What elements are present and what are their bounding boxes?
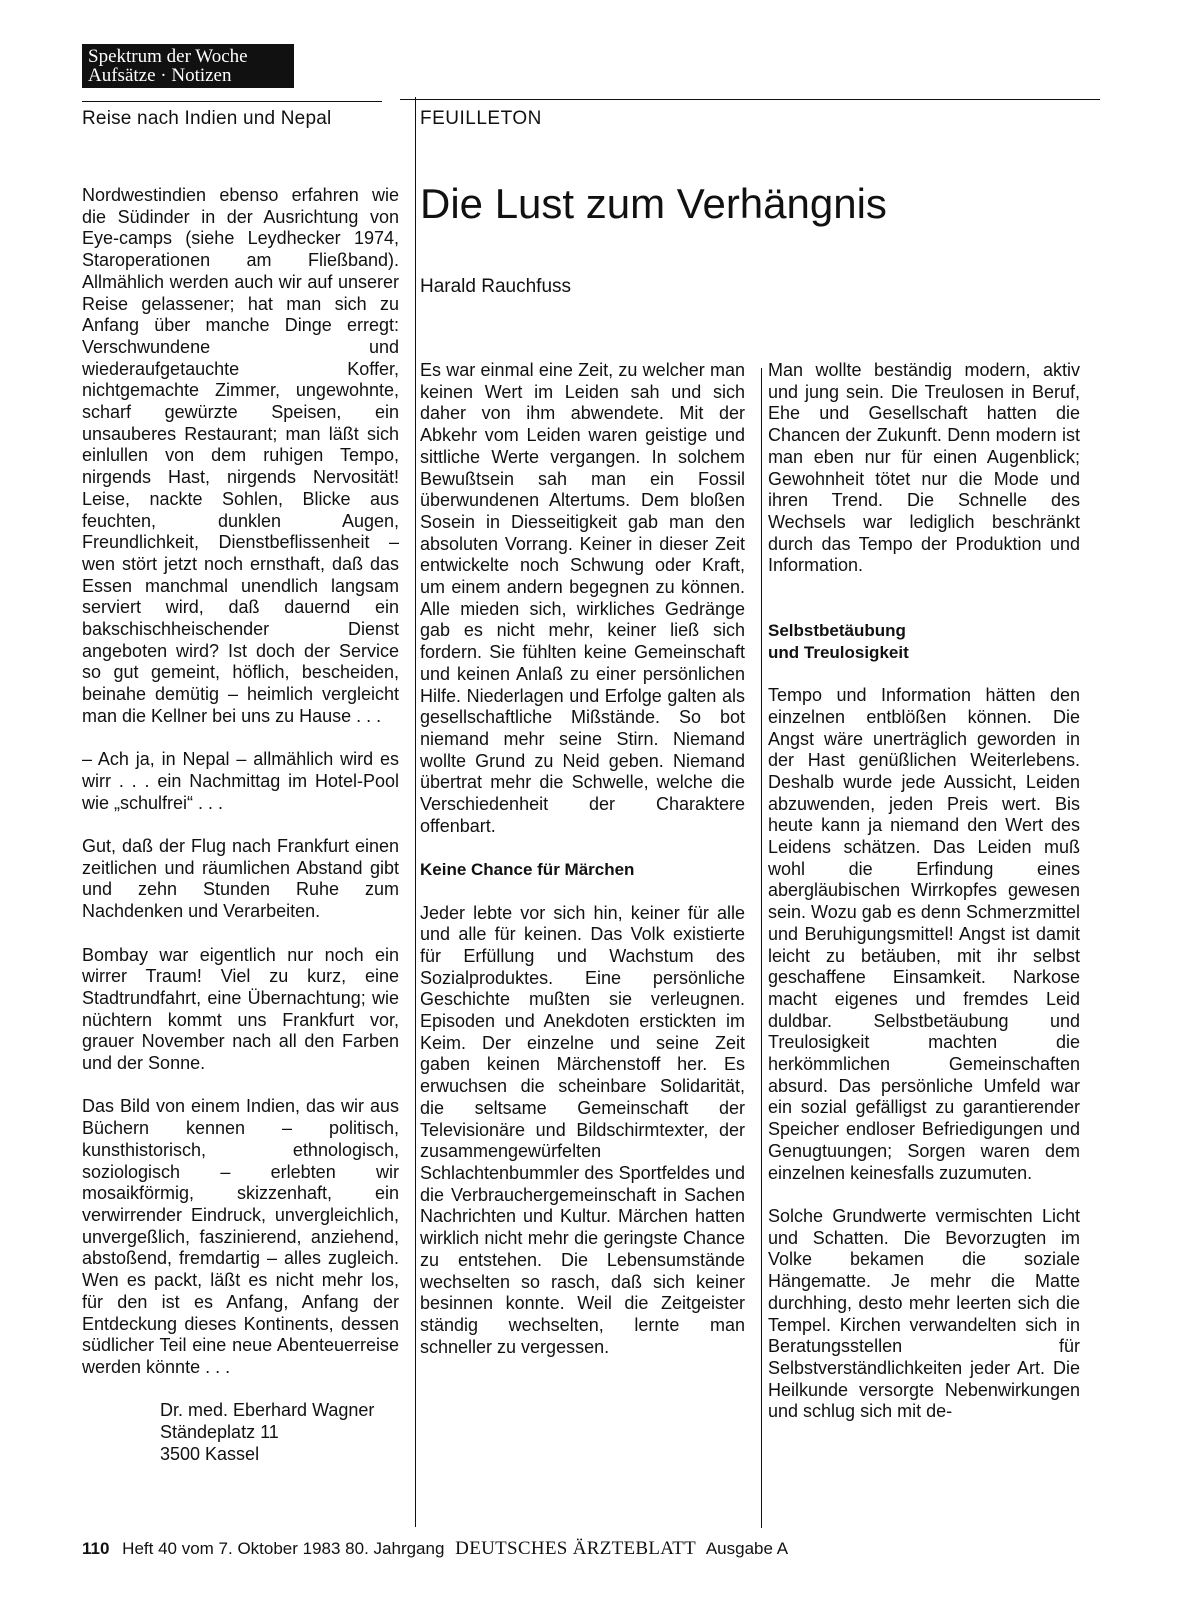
signature	[160, 1400, 399, 1465]
section-label-line2: Aufsätze · Notizen	[88, 65, 232, 86]
section-label-line1: Spektrum der Woche	[88, 46, 248, 67]
right-subheading-line2: und Treulosigkeit	[768, 642, 909, 662]
article-headline: Die Lust zum Verhängnis	[420, 180, 887, 227]
middle-column	[420, 360, 745, 1358]
top-rule-left	[82, 101, 382, 102]
middle-paragraph-1: Es war einmal eine Zeit, zu welcher man keinen Wert im Leiden sah und sich daher von ihm abwendete. Mit der Abkehr vom Leiden waren geistige und sittliche Werte vergangen. In solchem Bewußtsein sah man ein Fossil überwundenen Altertums. Dem bloßen Sosein in Diesseitigkeit gab man den absoluten Vorrang. Keiner in dieser Zeit entwickelte noch Schwung oder Kraft, um einem andern begegnen zu können. Alle mieden sich, wirkliches Gedränge gab es nicht mehr, keiner ließ sich fordern. Sie fühlten keine Gemeinschaft und keinen Anlaß zu einer persönlichen Hilfe. Niederlagen und Erfolge galten als gesellschaftliche Mißstände. So bot niemand mehr seine Stirn. Niemand wollte Grund zu Neid geben. Niemand übertrat mehr die Schwelle, welche die Verschiedenheit der Charaktere offenbart.	[420, 360, 745, 836]
right-paragraph-2: Tempo und Information hätten den einzelnen entblößen können. Die Angst wäre unerträglich geworden in der Hast genüßlichen Weiterlebens. Deshalb wurde jede Aussicht, Leiden abzuwenden, jeden Preis wert. Bis heute kann ja niemand den Wert des Leidens schätzen. Das Leiden muß wohl die Erfindung eines abergläubischen Wirrkopfes gewesen sein. Wozu gab es denn Schmerzmittel und Beruhigungsmittel! Angst ist damit leicht zu betäuben, mit ihr selbst geschaffene Einsamkeit. Narkose macht eigenes und fremdes Leid duldbar. Selbstbetäubung und Treulosigkeit machten die herkömmlichen Gemeinschaften absurd. Das persönliche Umfeld war ein sozial gefälligst zu garantierender Speicher endloser Befriedigungen und Genugtuungen; Sorgen waren dem einzelnen keinesfalls zuzumuten.	[768, 685, 1080, 1183]
left-kicker: Reise nach Indien und Nepal	[82, 108, 332, 129]
column-divider-main	[415, 97, 416, 1527]
column-divider-sub	[761, 368, 762, 1528]
edition: Ausgabe A	[705, 1539, 789, 1558]
signature-street: Ständeplatz 11	[160, 1422, 279, 1442]
issue-info: Heft 40 vom 7. Oktober 1983 80. Jahrgang	[122, 1539, 445, 1558]
right-paragraph-1: Man wollte beständig modern, aktiv und jung sein. Die Treulosen in Beruf, Ehe und Gesellschaft hatten die Chancen der Zukunft. Denn modern ist man eben nur für einen Augenblick; Gewohnheit tötet nur die Mode und ihren Trend. Die Schnelle des Wechsels war lediglich beschränkt durch das Tempo der Produktion und Information.	[768, 360, 1080, 576]
left-paragraph-1: Nordwestindien ebenso erfahren wie die Südinder in der Ausrichtung von Eye-camps (siehe Leydhecker 1974, Staroperationen am Fließband). Allmählich werden auch wir auf unserer Reise gelassener; hat man sich zu Anfang über manche Dinge erregt: Verschwundene und wiederaufgetauchte Koffer, nichtgemachte Zimmer, ungewohnte, scharf gewürzte Speisen, ein unsauberes Restaurant; man läßt sich einlullen von dem ruhigen Tempo, nirgends Hast, nirgends Nervosität! Leise, nackte Sohlen, Blicke aus feuchten, dunklen Augen, Freundlichkeit, Dienstbeflissenheit – wen stört jetzt noch ernsthaft, daß das Essen manchmal unendlich langsam serviert wird, daß dauernd ein bakschischheischender Dienst angeboten wird? Ist doch der Service so gut gemeint, höflich, bescheiden, beinahe demütig – heimlich vergleicht man die Kellner bei uns zu Hause . . .	[82, 185, 399, 726]
signature-name: Dr. med. Eberhard Wagner	[160, 1400, 375, 1421]
article-author: Harald Rauchfuss	[420, 276, 572, 297]
page-number: 110	[82, 1539, 110, 1558]
left-paragraph-3: Gut, daß der Flug nach Frankfurt einen zeitlichen und räumlichen Abstand gibt und zehn Stunden Ruhe zum Nachdenken und Verarbeiten.	[82, 836, 399, 922]
right-subheading-line1: Selbstbetäubung	[768, 621, 906, 641]
signature-city: 3500 Kassel	[160, 1443, 260, 1464]
middle-paragraph-2: Jeder lebte vor sich hin, keiner für alle und alle für keinen. Das Volk existierte für Erfüllung und Wachstum des Sozialproduktes. Eine persönliche Geschichte mußten sie verleugnen. Episoden und Anekdoten erstickten im Keim. Der einzelne und seine Zeit gaben keinen Märchenstoff her. Es erwuchsen die scheinbare Solidarität, die seltsame Gemeinschaft der Televisionäre und Bildschirmtexter, der zusammengewürfelten Schlachtenbummler des Sportfeldes und die Verbrauchergemeinschaft in Sachen Nachrichten und Kultur. Märchen hatten wirklich nicht mehr die geringste Chance zu entstehen. Die Lebensumstände wechselten so rasch, daß sich keiner besinnen konnte. Weil die Zeitgeister ständig wechselten, lernte man schneller zu vergessen.	[420, 902, 745, 1357]
section-label	[82, 44, 294, 88]
middle-subheading: Keine Chance für Märchen	[420, 860, 635, 880]
right-paragraph-3: Solche Grundwerte vermischten Licht und Schatten. Die Bevorzugten im Volke bekamen die soziale Hängematte. Je mehr die Matte durchhing, desto mehr leerten sich die Tempel. Kirchen verwandelten sich in Beratungsstellen für Selbstverständlichkeiten jeder Art. Die Heilkunde versorgte Nebenwirkungen und schlug sich mit de-	[768, 1205, 1080, 1422]
top-rule-right	[400, 99, 1100, 100]
left-paragraph-2: – Ach ja, in Nepal – allmählich wird es wirr . . . ein Nachmittag im Hotel-Pool wie „schulfrei“ . . .	[82, 749, 399, 813]
journal-name: DEUTSCHES ÄRZTEBLATT	[455, 1538, 697, 1559]
left-column	[82, 185, 399, 1465]
right-kicker: FEUILLETON	[420, 108, 542, 129]
left-paragraph-5: Das Bild von einem Indien, das wir aus Büchern kennen – politisch, kunsthistorisch, ethnologisch, soziologisch – erlebten wir mosaikförmig, skizzenhaft, ein verwirrender Eindruck, unvergleichlich, unvergeßlich, faszinierend, anziehend, abstoßend, fremdartig – alles zugleich. Wen es packt, läßt es nicht mehr los, für den ist es Anfang, Anfang der Entdeckung dieses Kontinents, dessen südlicher Teil eine neue Abenteuerreise werden könnte . . .	[82, 1096, 399, 1377]
left-paragraph-4: Bombay war eigentlich nur noch ein wirrer Traum! Viel zu kurz, eine Stadtrundfahrt, eine Übernachtung; wie nüchtern kommt uns Frankfurt vor, grauer November nach all den Farben und der Sonne.	[82, 944, 399, 1074]
page-footer	[82, 1538, 788, 1560]
right-column	[768, 360, 1080, 1423]
right-subheading	[768, 620, 1080, 663]
